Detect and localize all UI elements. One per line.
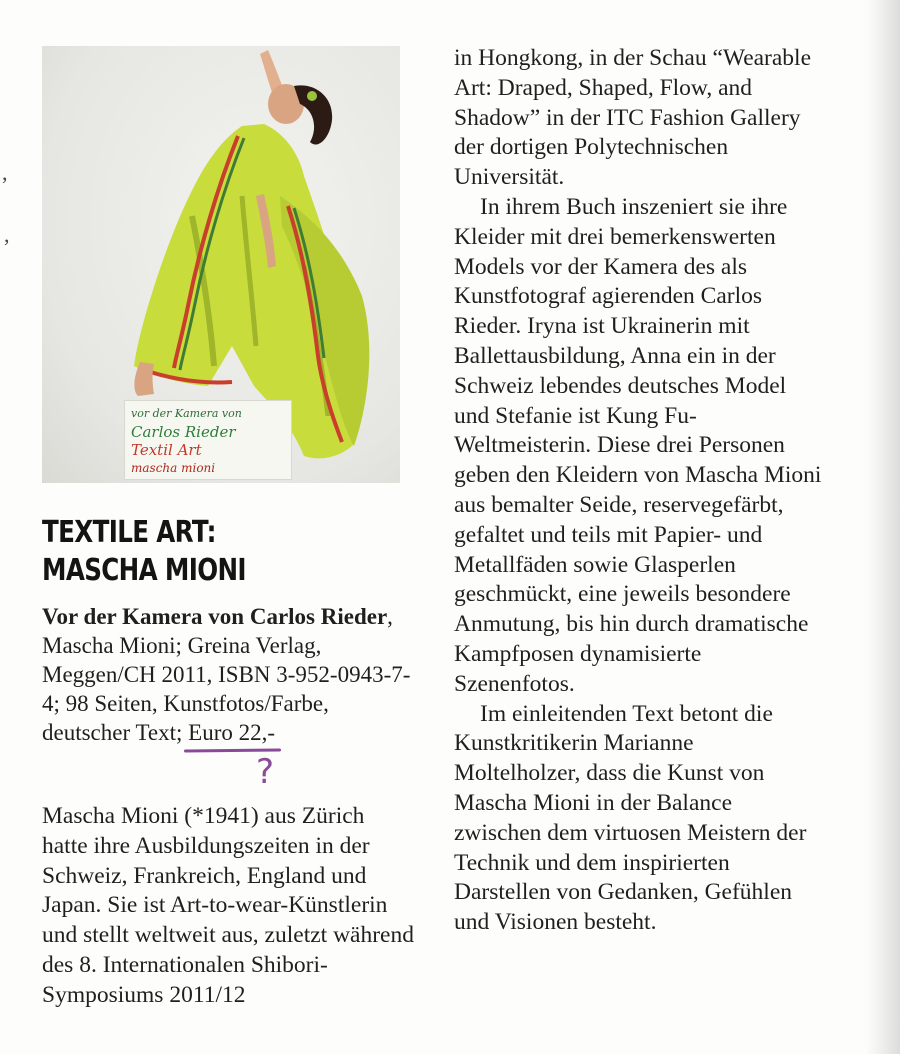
margin-mark: ,	[4, 222, 10, 247]
card-line: mascha mioni	[131, 461, 216, 475]
book-title: Vor der Kamera von Carlos Rieder	[42, 604, 388, 629]
book-bibliography	[42, 602, 414, 747]
handwritten-card	[124, 400, 292, 480]
article-photo	[42, 46, 400, 483]
card-line: vor der Kamera von	[131, 407, 242, 420]
book-price-wrap	[188, 718, 275, 747]
book-price: Euro 22,-	[188, 720, 276, 745]
article-paragraph: Im einleitenden Text betont die Kunstkritikerin Marianne Moltelholzer, dass die Kunst von Mascha Mioni in der Balance zwischen dem virtuosen Meistern der Technik und dem inspirierten Darstellen von Gedanken, Gefühlen und Visionen besteht.	[454, 700, 807, 936]
article-headline: TEXTILE ART: MASCHA MIONI	[42, 515, 246, 588]
margin-mark: ,	[2, 160, 8, 185]
hair-ornament	[307, 91, 317, 101]
handwritten-question-mark: ?	[256, 752, 275, 792]
article-paragraph: In ihrem Buch inszeniert sie ihre Kleider mit drei bemerkenswerten Models vor der Kamera des als Kunstfotograf agierenden Carlos Rieder. Iryna ist Ukrainerin mit Ballettausbildung, Anna ein in der Schweiz lebendes deutsches Model und Stefanie ist Kung Fu-Weltmeisterin. Diese drei Personen geben den Kleidern von Mascha Mioni aus bemalter Seide, reservegefärbt, gefaltet und teils mit Papier- und Metallfäden sowie Glasperlen geschmückt, eine jeweils besondere Anmutung, bis hin durch dramatische Kampfposen dynamisierte Szenenfotos.	[454, 193, 822, 697]
article-paragraph: Mascha Mioni (*1941) aus Zürich hatte ihre Ausbildungszeiten in der Schweiz, Frankreich, England und Japan. Sie ist Art-to-wear-Künstlerin und stellt weltweit aus, zuletzt während des 8. Internationalen Shibori-Symposiums 2011/12	[42, 803, 414, 1008]
card-line: Carlos Rieder	[131, 423, 236, 441]
article-paragraph: in Hongkong, in der Schau “Wearable Art: Draped, Shaped, Flow, and Shadow” in der ITC Fashion Gallery der dortigen Polytechnischen Universität.	[454, 45, 812, 191]
article-column-right	[454, 44, 824, 938]
card-line: Textil Art	[131, 441, 202, 459]
article-column-left	[42, 802, 414, 1011]
page-edge-shadow	[866, 0, 900, 1054]
book-details: , Mascha Mioni; Greina Verlag, Meggen/CH 2011, ISBN 3-952-0943-7-4; 98 Seiten, Kunstfotos/Farbe, deutscher Text;	[42, 604, 411, 745]
